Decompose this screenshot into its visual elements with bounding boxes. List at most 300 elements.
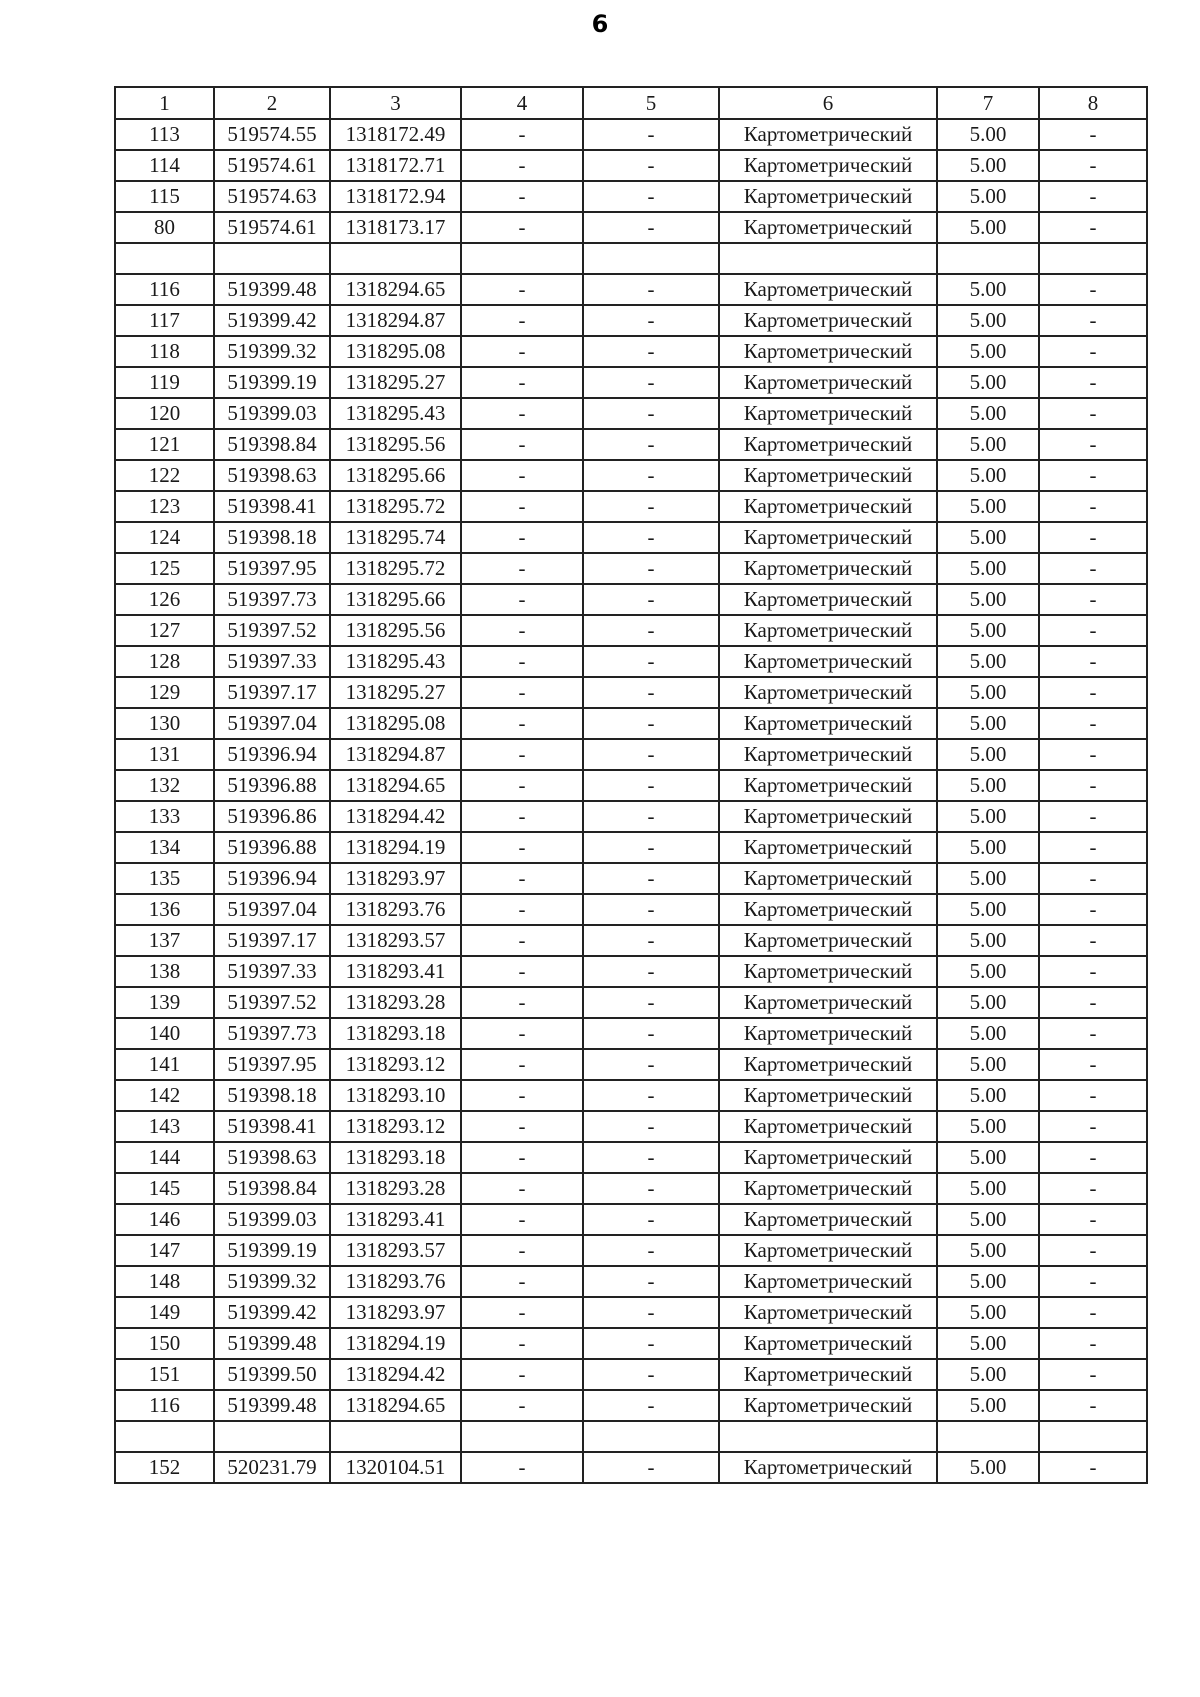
table-cell: 1318295.08 <box>330 708 461 739</box>
table-row <box>115 894 1147 925</box>
table-cell: 145 <box>115 1173 214 1204</box>
table-cell: 519399.42 <box>214 305 330 336</box>
table-cell: 1318293.76 <box>330 894 461 925</box>
table-cell: Картометрический <box>719 212 937 243</box>
table-cell: 519397.95 <box>214 553 330 584</box>
table-cell: 519397.52 <box>214 615 330 646</box>
table-cell: 118 <box>115 336 214 367</box>
table-cell: 5.00 <box>937 1111 1039 1142</box>
table-row <box>115 1142 1147 1173</box>
table-cell <box>719 1421 937 1452</box>
table-cell: - <box>1039 274 1147 305</box>
table-cell <box>214 1421 330 1452</box>
table-cell: Картометрический <box>719 181 937 212</box>
table-cell <box>115 1421 214 1452</box>
table-cell: - <box>583 1390 719 1421</box>
table-cell: 5.00 <box>937 987 1039 1018</box>
table-cell: Картометрический <box>719 739 937 770</box>
table-cell: 5.00 <box>937 119 1039 150</box>
table-cell: 5.00 <box>937 1173 1039 1204</box>
table-cell: Картометрический <box>719 305 937 336</box>
table-cell: 5.00 <box>937 491 1039 522</box>
table-cell: 152 <box>115 1452 214 1483</box>
table-cell: - <box>1039 584 1147 615</box>
table-cell: 1318294.65 <box>330 274 461 305</box>
table-cell: 123 <box>115 491 214 522</box>
table-cell <box>214 243 330 274</box>
table-cell: 1318293.41 <box>330 956 461 987</box>
table-cell: - <box>1039 429 1147 460</box>
table-cell: 519397.73 <box>214 584 330 615</box>
table-cell: - <box>1039 460 1147 491</box>
table-cell: 519399.32 <box>214 336 330 367</box>
table-cell: 1318294.19 <box>330 1328 461 1359</box>
table-cell: 1318172.94 <box>330 181 461 212</box>
table-cell: - <box>1039 1080 1147 1111</box>
table-row <box>115 770 1147 801</box>
table-cell: Картометрический <box>719 1018 937 1049</box>
table-cell: 136 <box>115 894 214 925</box>
table-cell: 144 <box>115 1142 214 1173</box>
table-cell: 519399.48 <box>214 274 330 305</box>
table-cell: 1318172.49 <box>330 119 461 150</box>
table-cell: - <box>583 646 719 677</box>
table-cell: - <box>1039 956 1147 987</box>
table-cell: 5.00 <box>937 801 1039 832</box>
table-cell: - <box>583 522 719 553</box>
table-cell: - <box>461 1142 583 1173</box>
table-cell: 1318295.72 <box>330 491 461 522</box>
table-body <box>115 119 1147 1483</box>
table-row <box>115 305 1147 336</box>
table-cell: - <box>461 646 583 677</box>
table-cell: - <box>461 181 583 212</box>
table-cell: 5.00 <box>937 522 1039 553</box>
table-cell: 519398.84 <box>214 1173 330 1204</box>
table-cell: - <box>583 150 719 181</box>
table-cell: 1318293.12 <box>330 1111 461 1142</box>
table-cell: 5.00 <box>937 429 1039 460</box>
table-cell: - <box>1039 119 1147 150</box>
table-cell: 519397.04 <box>214 894 330 925</box>
table-row <box>115 522 1147 553</box>
table-cell: - <box>461 553 583 584</box>
table-cell: - <box>1039 832 1147 863</box>
table-cell: - <box>461 584 583 615</box>
table-cell: - <box>1039 801 1147 832</box>
table-cell: Картометрический <box>719 1204 937 1235</box>
table-row <box>115 956 1147 987</box>
table-cell: - <box>583 894 719 925</box>
table-cell: 1318295.08 <box>330 336 461 367</box>
table-cell: 1318293.76 <box>330 1266 461 1297</box>
table-cell: 1318294.87 <box>330 739 461 770</box>
table-cell: Картометрический <box>719 1297 937 1328</box>
table-row <box>115 1235 1147 1266</box>
table-cell: 1318293.28 <box>330 987 461 1018</box>
table-cell: - <box>461 336 583 367</box>
table-cell: 519399.48 <box>214 1328 330 1359</box>
table-cell: 5.00 <box>937 894 1039 925</box>
table-cell: 134 <box>115 832 214 863</box>
table-cell: 5.00 <box>937 1390 1039 1421</box>
table-cell: 519398.41 <box>214 491 330 522</box>
table-cell: 5.00 <box>937 367 1039 398</box>
table-cell: Картометрический <box>719 460 937 491</box>
table-cell: - <box>461 708 583 739</box>
table-cell <box>719 243 937 274</box>
table-cell: - <box>461 615 583 646</box>
table-row <box>115 863 1147 894</box>
table-row <box>115 150 1147 181</box>
table-cell <box>461 1421 583 1452</box>
header-row <box>115 87 1147 119</box>
table-cell: - <box>1039 212 1147 243</box>
table-cell: 1318293.97 <box>330 1297 461 1328</box>
table-row <box>115 429 1147 460</box>
table-cell: - <box>461 119 583 150</box>
table-row <box>115 1452 1147 1483</box>
table-cell: - <box>461 1328 583 1359</box>
table-cell: 1318293.18 <box>330 1018 461 1049</box>
table-cell: - <box>461 1235 583 1266</box>
table-row <box>115 1080 1147 1111</box>
table-cell: - <box>1039 522 1147 553</box>
table-cell: - <box>461 212 583 243</box>
table-cell: 151 <box>115 1359 214 1390</box>
table-cell: 5.00 <box>937 739 1039 770</box>
table-cell: - <box>461 1390 583 1421</box>
table-row <box>115 1018 1147 1049</box>
table-cell: - <box>1039 770 1147 801</box>
table-cell: - <box>583 739 719 770</box>
table-cell: 138 <box>115 956 214 987</box>
table-cell: - <box>461 367 583 398</box>
table-cell: 1318294.19 <box>330 832 461 863</box>
coordinates-table <box>114 86 1148 1484</box>
table-cell: - <box>583 1266 719 1297</box>
table-cell: - <box>583 1204 719 1235</box>
table-cell: 146 <box>115 1204 214 1235</box>
table-cell: - <box>1039 1142 1147 1173</box>
table-row <box>115 553 1147 584</box>
table-row <box>115 274 1147 305</box>
table-cell: 148 <box>115 1266 214 1297</box>
table-cell: 5.00 <box>937 460 1039 491</box>
table-cell: - <box>1039 615 1147 646</box>
table-cell: 1318295.27 <box>330 367 461 398</box>
table-cell: 5.00 <box>937 863 1039 894</box>
table-cell: - <box>461 1204 583 1235</box>
table-cell: - <box>1039 1173 1147 1204</box>
table-cell: 519396.88 <box>214 832 330 863</box>
table-cell: 519399.42 <box>214 1297 330 1328</box>
table-cell: - <box>583 1297 719 1328</box>
table-cell: 519397.73 <box>214 1018 330 1049</box>
table-cell: 126 <box>115 584 214 615</box>
table-row <box>115 1049 1147 1080</box>
table-cell: 519398.18 <box>214 1080 330 1111</box>
table-cell: 1318293.10 <box>330 1080 461 1111</box>
table-cell: 1318293.57 <box>330 1235 461 1266</box>
table-cell: 5.00 <box>937 646 1039 677</box>
table-row <box>115 212 1147 243</box>
table-cell: - <box>1039 1049 1147 1080</box>
table-cell <box>1039 1421 1147 1452</box>
table-cell: - <box>461 1080 583 1111</box>
table-cell: - <box>461 429 583 460</box>
table-cell: Картометрический <box>719 1080 937 1111</box>
table-cell: Картометрический <box>719 336 937 367</box>
table-cell: Картометрический <box>719 770 937 801</box>
table-cell: 119 <box>115 367 214 398</box>
column-header: 6 <box>719 87 937 119</box>
table-cell: Картометрический <box>719 1266 937 1297</box>
table-row <box>115 832 1147 863</box>
table-cell: 5.00 <box>937 1049 1039 1080</box>
table-cell: 127 <box>115 615 214 646</box>
table-cell: 121 <box>115 429 214 460</box>
column-header: 1 <box>115 87 214 119</box>
table-cell: Картометрический <box>719 1235 937 1266</box>
table-cell: 117 <box>115 305 214 336</box>
table-cell: - <box>1039 646 1147 677</box>
table-cell: 5.00 <box>937 708 1039 739</box>
table-cell: - <box>461 150 583 181</box>
table-cell: Картометрический <box>719 1390 937 1421</box>
table-cell: 114 <box>115 150 214 181</box>
table-cell: - <box>461 863 583 894</box>
table-cell: - <box>1039 1452 1147 1483</box>
table-cell: 1318293.18 <box>330 1142 461 1173</box>
table-cell: 5.00 <box>937 1235 1039 1266</box>
table-cell: 1320104.51 <box>330 1452 461 1483</box>
table-cell: Картометрический <box>719 150 937 181</box>
table-cell: 1318294.42 <box>330 1359 461 1390</box>
table-cell: 5.00 <box>937 1018 1039 1049</box>
table-cell: 5.00 <box>937 1297 1039 1328</box>
table-cell: 519574.61 <box>214 212 330 243</box>
table-cell: 5.00 <box>937 1080 1039 1111</box>
table-cell: 1318295.56 <box>330 615 461 646</box>
table-cell: 124 <box>115 522 214 553</box>
table-row <box>115 1111 1147 1142</box>
table-cell: Картометрический <box>719 894 937 925</box>
table-cell: 5.00 <box>937 956 1039 987</box>
table-row <box>115 584 1147 615</box>
table-cell: 519397.17 <box>214 925 330 956</box>
table-cell: - <box>1039 1111 1147 1142</box>
table-cell: - <box>583 305 719 336</box>
table-cell: 519574.55 <box>214 119 330 150</box>
table-cell: - <box>583 1142 719 1173</box>
table-cell: Картометрический <box>719 646 937 677</box>
table-cell: - <box>461 305 583 336</box>
table-cell: 113 <box>115 119 214 150</box>
table-cell: 5.00 <box>937 584 1039 615</box>
table-cell: - <box>583 708 719 739</box>
table-cell: 519397.52 <box>214 987 330 1018</box>
table-cell <box>330 1421 461 1452</box>
table-cell: 5.00 <box>937 925 1039 956</box>
table-cell: - <box>1039 1266 1147 1297</box>
table-cell: Картометрический <box>719 832 937 863</box>
table-cell: 143 <box>115 1111 214 1142</box>
table-cell: - <box>461 1266 583 1297</box>
column-header: 8 <box>1039 87 1147 119</box>
table-cell: 130 <box>115 708 214 739</box>
table-cell: - <box>583 1359 719 1390</box>
table-cell: 519399.32 <box>214 1266 330 1297</box>
separator-row <box>115 243 1147 274</box>
table-cell <box>937 1421 1039 1452</box>
table-cell: Картометрический <box>719 553 937 584</box>
table-cell: 147 <box>115 1235 214 1266</box>
table-cell: Картометрический <box>719 429 937 460</box>
table-row <box>115 491 1147 522</box>
table-cell: 1318172.71 <box>330 150 461 181</box>
table-cell: - <box>1039 987 1147 1018</box>
table-cell: - <box>583 925 719 956</box>
table-cell <box>583 243 719 274</box>
table-cell: Картометрический <box>719 1328 937 1359</box>
table-cell: - <box>583 832 719 863</box>
table-cell: - <box>1039 863 1147 894</box>
table-cell <box>1039 243 1147 274</box>
table-cell: 1318293.41 <box>330 1204 461 1235</box>
table-cell: 519398.18 <box>214 522 330 553</box>
table-row <box>115 336 1147 367</box>
table-cell: 1318173.17 <box>330 212 461 243</box>
table-cell: 129 <box>115 677 214 708</box>
table-cell: - <box>1039 894 1147 925</box>
table-cell: 520231.79 <box>214 1452 330 1483</box>
table-cell: Картометрический <box>719 1452 937 1483</box>
table-cell: - <box>1039 181 1147 212</box>
table-cell: - <box>1039 553 1147 584</box>
table-cell: - <box>583 584 719 615</box>
table-row <box>115 1173 1147 1204</box>
table-cell: Картометрический <box>719 987 937 1018</box>
table-row <box>115 801 1147 832</box>
table-row <box>115 367 1147 398</box>
table-cell: - <box>583 1018 719 1049</box>
table-cell: 142 <box>115 1080 214 1111</box>
table-cell: 5.00 <box>937 212 1039 243</box>
table-cell: - <box>1039 1204 1147 1235</box>
table-cell: - <box>583 119 719 150</box>
table-cell: 5.00 <box>937 1142 1039 1173</box>
table-row <box>115 398 1147 429</box>
table-cell: - <box>461 522 583 553</box>
table-cell: - <box>583 863 719 894</box>
table-cell: - <box>1039 150 1147 181</box>
table-row <box>115 987 1147 1018</box>
table-cell: - <box>583 429 719 460</box>
table-cell: Картометрический <box>719 677 937 708</box>
table-cell: Картометрический <box>719 1359 937 1390</box>
column-header: 2 <box>214 87 330 119</box>
table-cell: - <box>1039 367 1147 398</box>
table-cell: Картометрический <box>719 1111 937 1142</box>
table-cell: - <box>583 336 719 367</box>
table-cell: - <box>583 1328 719 1359</box>
table-cell: - <box>583 553 719 584</box>
table-cell: 1318295.66 <box>330 460 461 491</box>
table-cell: - <box>583 1235 719 1266</box>
table-cell: - <box>583 770 719 801</box>
table-row <box>115 1297 1147 1328</box>
table-cell: 5.00 <box>937 677 1039 708</box>
table-cell: - <box>1039 305 1147 336</box>
table-cell: - <box>1039 1359 1147 1390</box>
table-cell: 5.00 <box>937 181 1039 212</box>
table-cell: 1318295.43 <box>330 398 461 429</box>
table-cell: 519398.63 <box>214 1142 330 1173</box>
table-cell: - <box>461 1173 583 1204</box>
table-cell <box>583 1421 719 1452</box>
column-header: 3 <box>330 87 461 119</box>
table-cell: Картометрический <box>719 615 937 646</box>
table-cell: 115 <box>115 181 214 212</box>
table-cell: 1318295.66 <box>330 584 461 615</box>
table-row <box>115 1204 1147 1235</box>
table-row <box>115 1359 1147 1390</box>
table-cell: - <box>461 1049 583 1080</box>
table-cell: 5.00 <box>937 1266 1039 1297</box>
table-cell: 5.00 <box>937 305 1039 336</box>
table-cell: Картометрический <box>719 708 937 739</box>
table-cell: Картометрический <box>719 925 937 956</box>
table-cell: - <box>1039 491 1147 522</box>
table-cell: - <box>461 398 583 429</box>
column-header: 5 <box>583 87 719 119</box>
table-cell: - <box>1039 398 1147 429</box>
table-cell: 1318295.27 <box>330 677 461 708</box>
table-cell: 519398.84 <box>214 429 330 460</box>
table-cell: Картометрический <box>719 1049 937 1080</box>
table-cell: - <box>461 801 583 832</box>
table-row <box>115 119 1147 150</box>
table-cell: 133 <box>115 801 214 832</box>
table-cell: - <box>461 1452 583 1483</box>
table-cell <box>115 243 214 274</box>
table-cell: Картометрический <box>719 1173 937 1204</box>
table-cell: - <box>461 1111 583 1142</box>
table-cell: - <box>583 1111 719 1142</box>
table-cell: 5.00 <box>937 1204 1039 1235</box>
table-cell: 519397.33 <box>214 646 330 677</box>
table-cell: 519396.94 <box>214 863 330 894</box>
table-row <box>115 739 1147 770</box>
table-cell: 519399.03 <box>214 398 330 429</box>
table-cell: Картометрический <box>719 119 937 150</box>
table-cell: 1318295.74 <box>330 522 461 553</box>
table-cell: - <box>583 212 719 243</box>
table-cell: 1318293.12 <box>330 1049 461 1080</box>
table-row <box>115 1266 1147 1297</box>
table-cell: 80 <box>115 212 214 243</box>
table-cell: 1318293.97 <box>330 863 461 894</box>
table-cell: 519397.33 <box>214 956 330 987</box>
table-cell: 128 <box>115 646 214 677</box>
table-cell: - <box>583 491 719 522</box>
table-cell: 519396.86 <box>214 801 330 832</box>
table-cell: 5.00 <box>937 1452 1039 1483</box>
table-row <box>115 615 1147 646</box>
table-cell: Картометрический <box>719 274 937 305</box>
table-cell <box>330 243 461 274</box>
